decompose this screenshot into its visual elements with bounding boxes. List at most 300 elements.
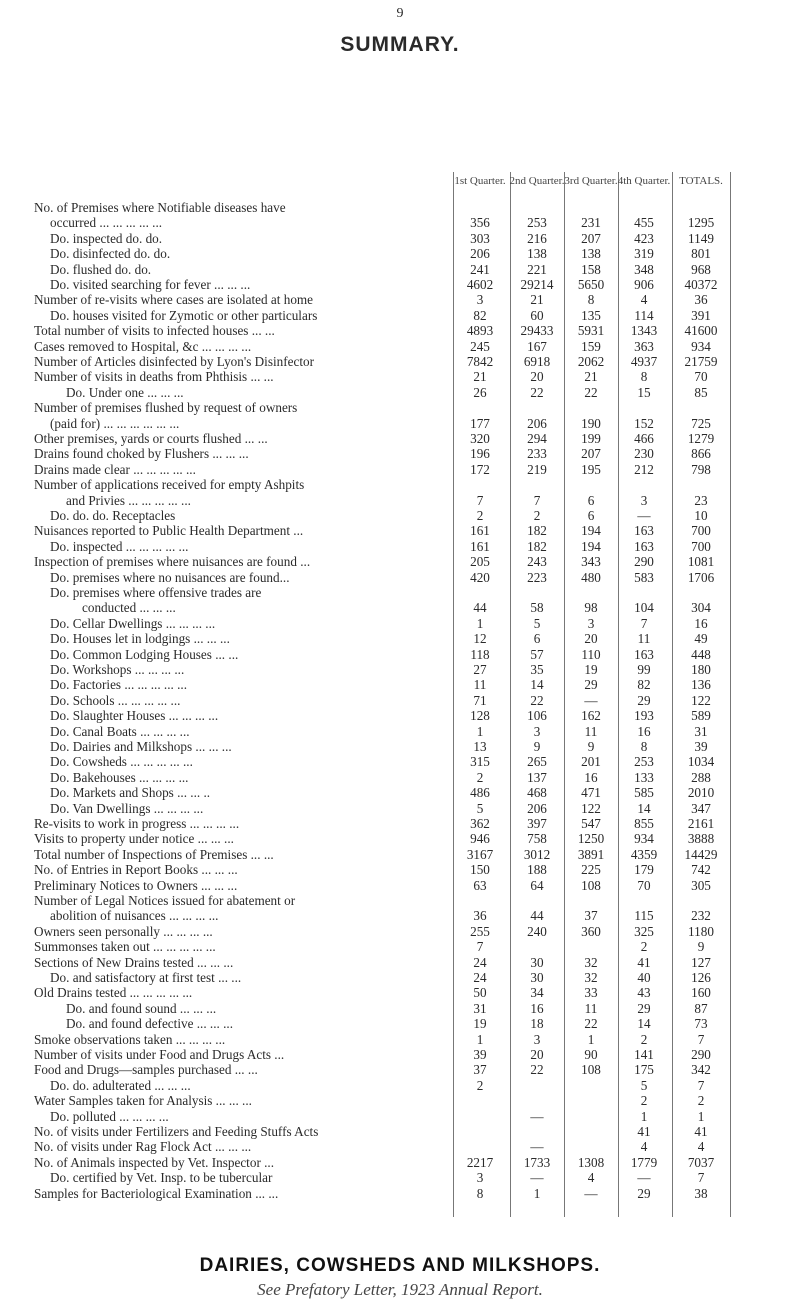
row-label: Samples for Bacteriological Examination ... ...: [34, 1185, 279, 1201]
quarter-cell: 2: [640, 939, 648, 955]
column-header: 1st Quarter.: [454, 175, 506, 187]
table-row: [0, 908, 800, 924]
quarter-cell: 29433: [520, 323, 554, 339]
column-header: 4th Quarter.: [617, 175, 671, 187]
quarter-cell: 206: [527, 800, 547, 816]
quarter-cell: 133: [634, 769, 654, 785]
quarter-cell: 6918: [523, 354, 551, 369]
quarter-cell: 179: [634, 862, 654, 878]
quarter-cell: 6: [533, 631, 541, 647]
row-label: Do. do. do. Receptacles: [50, 508, 176, 523]
table-row: [0, 292, 800, 308]
quarter-cell: 1: [476, 615, 484, 631]
quarter-cell: 4359: [630, 846, 658, 862]
quarter-cell: 60: [530, 307, 544, 323]
row-label: conducted ... ... ...: [82, 600, 176, 616]
quarter-cell: 1733: [523, 1154, 551, 1170]
row-label: Do. Schools ... ... ... ... ...: [50, 692, 181, 708]
column-header: 3rd Quarter.: [564, 175, 618, 187]
quarter-cell: 37: [473, 1062, 487, 1078]
quarter-cell: 22: [584, 384, 598, 400]
quarter-cell: 29: [637, 1000, 651, 1016]
quarter-cell: 182: [527, 523, 547, 539]
total-cell: 1279: [687, 431, 715, 446]
quarter-cell: 946: [470, 831, 490, 847]
quarter-cell: 2: [640, 1093, 648, 1109]
quarter-cell: 90: [584, 1047, 598, 1062]
row-label: Do. Workshops ... ... ... ...: [50, 662, 185, 677]
row-label: Do. Van Dwellings ... ... ... ...: [50, 800, 204, 816]
quarter-cell: 21: [473, 369, 487, 385]
row-label: Do. Slaughter Houses ... ... ... ...: [50, 708, 219, 724]
total-cell: 49: [694, 631, 708, 647]
total-cell: 742: [691, 862, 711, 878]
row-label: Do. Cowsheds ... ... ... ... ...: [50, 754, 193, 770]
quarter-cell: 118: [470, 646, 490, 662]
total-cell: 1: [697, 1108, 705, 1124]
quarter-cell: 758: [527, 831, 547, 847]
quarter-cell: 9: [587, 739, 595, 754]
table-row: [0, 1001, 800, 1017]
quarter-cell: 34: [530, 985, 544, 1001]
quarter-cell: 480: [581, 569, 601, 585]
quarter-cell: 207: [581, 230, 601, 246]
total-cell: 304: [691, 600, 711, 616]
table-row: [0, 1016, 800, 1032]
quarter-cell: 363: [634, 338, 654, 354]
row-label: Do. inspected ... ... ... ... ...: [50, 538, 189, 554]
quarter-cell: 193: [634, 708, 654, 724]
total-cell: 968: [691, 261, 711, 277]
quarter-cell: 138: [527, 246, 547, 262]
quarter-cell: —: [530, 1108, 544, 1124]
quarter-cell: 3: [533, 723, 541, 739]
row-label: Do. Houses let in lodgings ... ... ...: [50, 631, 230, 647]
quarter-cell: 14: [637, 1016, 651, 1032]
row-label: Number of visits in deaths from Phthisis ... ...: [34, 369, 274, 385]
total-cell: 87: [694, 1000, 708, 1016]
table-row: [0, 1109, 800, 1125]
table-row: [0, 1062, 800, 1078]
quarter-cell: 547: [581, 816, 601, 831]
total-cell: 136: [691, 677, 711, 693]
total-cell: 21759: [684, 354, 718, 369]
total-cell: 31: [694, 723, 708, 739]
quarter-cell: 3: [640, 492, 648, 508]
total-cell: 448: [691, 646, 711, 662]
table-row: [0, 215, 800, 231]
row-label: Do. premises where offensive trades are: [50, 585, 262, 600]
quarter-cell: 7: [476, 492, 484, 508]
table-row: [0, 831, 800, 847]
total-cell: 589: [691, 708, 711, 724]
quarter-cell: 20: [530, 1047, 544, 1062]
quarter-cell: 63: [473, 877, 487, 893]
row-label: Do. Dairies and Milkshops ... ... ...: [50, 739, 232, 754]
row-label: Inspection of premises where nuisances are found ...: [34, 554, 311, 570]
quarter-cell: 22: [530, 384, 544, 400]
quarter-cell: 201: [581, 754, 601, 770]
total-cell: 70: [694, 369, 708, 385]
quarter-cell: 3: [587, 615, 595, 631]
table-row: [0, 724, 800, 740]
quarter-cell: 231: [581, 215, 601, 231]
row-label: Water Samples taken for Analysis ... ... ...: [34, 1093, 252, 1109]
quarter-cell: 16: [530, 1000, 544, 1016]
quarter-cell: 15: [637, 384, 651, 400]
quarter-cell: 356: [470, 215, 490, 231]
quarter-cell: 3: [476, 1170, 484, 1186]
quarter-cell: 8: [476, 1185, 484, 1201]
quarter-cell: 106: [527, 708, 547, 724]
table-row: [0, 554, 800, 570]
quarter-cell: 128: [470, 708, 490, 724]
quarter-cell: 1: [640, 1108, 648, 1124]
total-cell: 798: [691, 461, 711, 477]
row-label: occurred ... ... ... ... ...: [50, 215, 163, 231]
quarter-cell: —: [530, 1170, 544, 1186]
quarter-cell: 14: [530, 677, 544, 693]
total-cell: 866: [691, 446, 711, 462]
table-row: [0, 1139, 800, 1155]
quarter-cell: 29: [637, 692, 651, 708]
quarter-cell: 11: [473, 677, 487, 693]
table-row: [0, 1170, 800, 1186]
row-label: Do. do. adulterated ... ... ...: [50, 1077, 191, 1093]
table-row: [0, 1078, 800, 1094]
quarter-cell: 245: [470, 338, 490, 354]
quarter-cell: 4893: [466, 323, 494, 339]
quarter-cell: 583: [634, 569, 654, 585]
quarter-cell: 196: [470, 446, 490, 462]
row-label: Do. inspected do. do.: [50, 230, 163, 246]
row-label: Do. Markets and Shops ... ... ..: [50, 785, 211, 801]
quarter-cell: 64: [530, 877, 544, 893]
row-label: Total number of Inspections of Premises ... ...: [34, 846, 274, 862]
row-label: Do. and found defective ... ... ...: [66, 1016, 233, 1032]
table-row: [0, 708, 800, 724]
row-label: Number of visits under Food and Drugs Acts ...: [34, 1047, 285, 1062]
total-cell: 305: [691, 877, 711, 893]
row-label: Preliminary Notices to Owners ... ... ...: [34, 877, 238, 893]
table-row: [0, 523, 800, 539]
quarter-cell: 319: [634, 246, 654, 262]
quarter-cell: 5931: [577, 323, 605, 339]
total-cell: 1180: [688, 923, 714, 939]
row-label: Number of Articles disinfected by Lyon's Disinfector: [34, 354, 314, 369]
quarter-cell: 26: [473, 384, 487, 400]
quarter-cell: 7842: [466, 354, 494, 369]
row-label: Do. Under one ... ... ...: [66, 384, 184, 400]
table-row: [0, 200, 800, 216]
quarter-cell: 138: [581, 246, 601, 262]
quarter-cell: 362: [470, 816, 490, 831]
quarter-cell: 82: [637, 677, 651, 693]
quarter-cell: 8: [640, 369, 648, 385]
total-cell: 7: [697, 1170, 705, 1186]
quarter-cell: 11: [637, 631, 651, 647]
quarter-cell: 4: [587, 1170, 595, 1186]
quarter-cell: 20: [584, 631, 598, 647]
quarter-cell: 30: [530, 954, 544, 970]
table-row: [0, 539, 800, 555]
quarter-cell: 253: [527, 215, 547, 231]
table-row: [0, 585, 800, 601]
quarter-cell: 37: [584, 908, 598, 924]
quarter-cell: —: [637, 1170, 651, 1186]
total-cell: 801: [691, 246, 711, 262]
table-row: [0, 770, 800, 786]
total-cell: 23: [694, 492, 708, 508]
row-label: Other premises, yards or courts flushed ... ...: [34, 431, 268, 446]
quarter-cell: 36: [473, 908, 487, 924]
quarter-cell: 108: [581, 1062, 601, 1078]
quarter-cell: 253: [634, 754, 654, 770]
total-cell: 41: [694, 1124, 708, 1139]
quarter-cell: 6: [587, 492, 595, 508]
row-label: No. of Premises where Notifiable diseases have: [34, 200, 286, 215]
quarter-cell: 4602: [466, 277, 494, 292]
table-row: [0, 785, 800, 801]
quarter-cell: 466: [634, 431, 654, 446]
quarter-cell: 163: [634, 646, 654, 662]
quarter-cell: —: [637, 508, 651, 523]
quarter-cell: 2: [476, 769, 484, 785]
row-label: Do. visited searching for fever ... ... ...: [50, 277, 251, 292]
row-label: Number of re-visits where cases are isolated at home: [34, 292, 314, 308]
quarter-cell: 22: [530, 692, 544, 708]
total-cell: 7037: [687, 1154, 715, 1170]
quarter-cell: 855: [634, 816, 654, 831]
row-label: Number of Legal Notices issued for abatement or: [34, 893, 296, 908]
table-row: [0, 262, 800, 278]
total-cell: 3888: [687, 831, 715, 847]
table-row: [0, 431, 800, 447]
row-label: Do. Cellar Dwellings ... ... ... ...: [50, 615, 216, 631]
quarter-cell: 104: [634, 600, 654, 616]
quarter-cell: 32: [584, 970, 598, 985]
table-row: [0, 385, 800, 401]
quarter-cell: 22: [530, 1062, 544, 1078]
quarter-cell: 20: [530, 369, 544, 385]
quarter-cell: 175: [634, 1062, 654, 1078]
quarter-cell: 177: [470, 415, 490, 431]
page-title: SUMMARY.: [340, 33, 460, 56]
quarter-cell: 585: [634, 785, 654, 801]
quarter-cell: 82: [473, 307, 487, 323]
table-row: [0, 323, 800, 339]
quarter-cell: 5: [533, 615, 541, 631]
quarter-cell: 11: [584, 723, 598, 739]
total-cell: 38: [694, 1185, 708, 1201]
quarter-cell: 24: [473, 970, 487, 985]
quarter-cell: 11: [584, 1000, 598, 1016]
quarter-cell: 1250: [577, 831, 605, 847]
quarter-cell: 21: [530, 292, 544, 308]
quarter-cell: 9: [533, 739, 541, 754]
total-cell: 36: [694, 292, 708, 308]
quarter-cell: 7: [640, 615, 648, 631]
quarter-cell: 115: [634, 908, 654, 924]
quarter-cell: 6: [587, 508, 595, 523]
table-row: [0, 847, 800, 863]
quarter-cell: 44: [530, 908, 544, 924]
row-label: Do. Factories ... ... ... ... ...: [50, 677, 187, 693]
quarter-cell: 158: [581, 261, 601, 277]
quarter-cell: 57: [530, 646, 544, 662]
quarter-cell: 8: [587, 292, 595, 308]
table-row: [0, 1155, 800, 1171]
quarter-cell: 397: [527, 816, 547, 831]
quarter-cell: 265: [527, 754, 547, 770]
quarter-cell: 163: [634, 538, 654, 554]
table-row: [0, 1124, 800, 1140]
quarter-cell: 137: [527, 769, 547, 785]
row-label: Do. premises where no nuisances are found...: [50, 569, 290, 585]
quarter-cell: 24: [473, 954, 487, 970]
quarter-cell: 162: [581, 708, 601, 724]
total-cell: 1081: [687, 554, 715, 570]
quarter-cell: 325: [634, 923, 654, 939]
table-row: [0, 662, 800, 678]
quarter-cell: 29214: [520, 277, 554, 292]
quarter-cell: 29: [584, 677, 598, 693]
quarter-cell: 1: [476, 723, 484, 739]
quarter-cell: 195: [581, 461, 601, 477]
quarter-cell: 455: [634, 215, 654, 231]
total-cell: 7: [697, 1031, 705, 1047]
row-label: (paid for) ... ... ... ... ... ...: [50, 415, 180, 431]
total-cell: 40372: [684, 277, 718, 292]
section-title: DAIRIES, COWSHEDS AND MILKSHOPS.: [199, 1255, 601, 1276]
quarter-cell: 3: [476, 292, 484, 308]
row-label: Nuisances reported to Public Health Department ...: [34, 523, 304, 539]
quarter-cell: —: [584, 1185, 598, 1201]
quarter-cell: 122: [581, 800, 601, 816]
table-row: [0, 970, 800, 986]
row-label: Owners seen personally ... ... ... ...: [34, 923, 213, 939]
total-cell: 934: [691, 338, 711, 354]
row-label: Number of applications received for empty Ashpits: [34, 477, 305, 493]
quarter-cell: 43: [637, 985, 651, 1001]
quarter-cell: 41: [637, 954, 651, 970]
table-row: [0, 985, 800, 1001]
quarter-cell: 2: [476, 1077, 484, 1093]
row-label: Do. disinfected do. do.: [50, 246, 171, 262]
table-row: [0, 1047, 800, 1063]
row-label: Sections of New Drains tested ... ... ...: [34, 954, 234, 970]
table-row: [0, 893, 800, 909]
total-cell: 7: [697, 1077, 705, 1093]
quarter-cell: 14: [637, 800, 651, 816]
quarter-cell: 2: [533, 508, 541, 523]
quarter-cell: 110: [581, 646, 601, 662]
row-label: Number of premises flushed by request of owners: [34, 400, 298, 416]
quarter-cell: 2217: [466, 1154, 494, 1170]
quarter-cell: 194: [581, 538, 601, 554]
table-row: [0, 754, 800, 770]
quarter-cell: 8: [640, 739, 648, 754]
table-row: [0, 570, 800, 586]
quarter-cell: 114: [634, 307, 654, 323]
quarter-cell: 182: [527, 538, 547, 554]
table-row: [0, 600, 800, 616]
total-cell: 16: [694, 615, 708, 631]
quarter-cell: 135: [581, 307, 601, 323]
total-cell: 342: [691, 1062, 711, 1078]
table-row: [0, 400, 800, 416]
quarter-cell: 3012: [523, 846, 551, 862]
total-cell: 9: [697, 939, 705, 955]
quarter-cell: 12: [473, 631, 487, 647]
quarter-cell: 233: [527, 446, 547, 462]
total-cell: 288: [691, 769, 711, 785]
table-row: [0, 1186, 800, 1202]
total-cell: 122: [691, 692, 711, 708]
total-cell: 1149: [688, 230, 714, 246]
total-cell: 725: [691, 415, 711, 431]
quarter-cell: 152: [634, 415, 654, 431]
quarter-cell: 40: [637, 970, 651, 985]
quarter-cell: —: [530, 1139, 544, 1155]
table-row: [0, 477, 800, 493]
row-label: Do. and found sound ... ... ...: [66, 1000, 217, 1016]
table-row: [0, 631, 800, 647]
quarter-cell: 31: [473, 1000, 487, 1016]
quarter-cell: 7: [533, 492, 541, 508]
quarter-cell: 1: [533, 1185, 541, 1201]
quarter-cell: 5: [640, 1077, 648, 1093]
row-label: Do. flushed do. do.: [50, 261, 152, 277]
quarter-cell: 212: [634, 461, 654, 477]
quarter-cell: 159: [581, 338, 601, 354]
quarter-cell: 22: [584, 1016, 598, 1032]
quarter-cell: 3891: [577, 846, 605, 862]
quarter-cell: 19: [473, 1016, 487, 1032]
quarter-cell: 32: [584, 954, 598, 970]
quarter-cell: 188: [527, 862, 547, 878]
table-row: [0, 246, 800, 262]
table-row: [0, 801, 800, 817]
quarter-cell: 320: [470, 431, 490, 446]
quarter-cell: 241: [470, 261, 490, 277]
quarter-cell: 219: [527, 461, 547, 477]
row-label: Summonses taken out ... ... ... ... ...: [34, 939, 216, 955]
table-row: [0, 677, 800, 693]
table-row: [0, 446, 800, 462]
quarter-cell: 172: [470, 461, 490, 477]
row-label: No. of visits under Rag Flock Act ... ... ...: [34, 1139, 252, 1155]
quarter-cell: 906: [634, 277, 654, 292]
quarter-cell: 486: [470, 785, 490, 801]
quarter-cell: 16: [584, 769, 598, 785]
quarter-cell: 207: [581, 446, 601, 462]
quarter-cell: 18: [530, 1016, 544, 1032]
quarter-cell: 30: [530, 970, 544, 985]
table-row: [0, 816, 800, 832]
quarter-cell: 471: [581, 785, 601, 801]
row-label: Do. houses visited for Zymotic or other particulars: [50, 307, 318, 323]
quarter-cell: 44: [473, 600, 487, 616]
table-row: [0, 308, 800, 324]
total-cell: 4: [697, 1139, 705, 1155]
row-label: and Privies ... ... ... ... ...: [66, 492, 191, 508]
quarter-cell: 35: [530, 662, 544, 677]
quarter-cell: 190: [581, 415, 601, 431]
quarter-cell: 199: [581, 431, 601, 446]
total-cell: 127: [691, 954, 711, 970]
quarter-cell: 99: [637, 662, 651, 677]
